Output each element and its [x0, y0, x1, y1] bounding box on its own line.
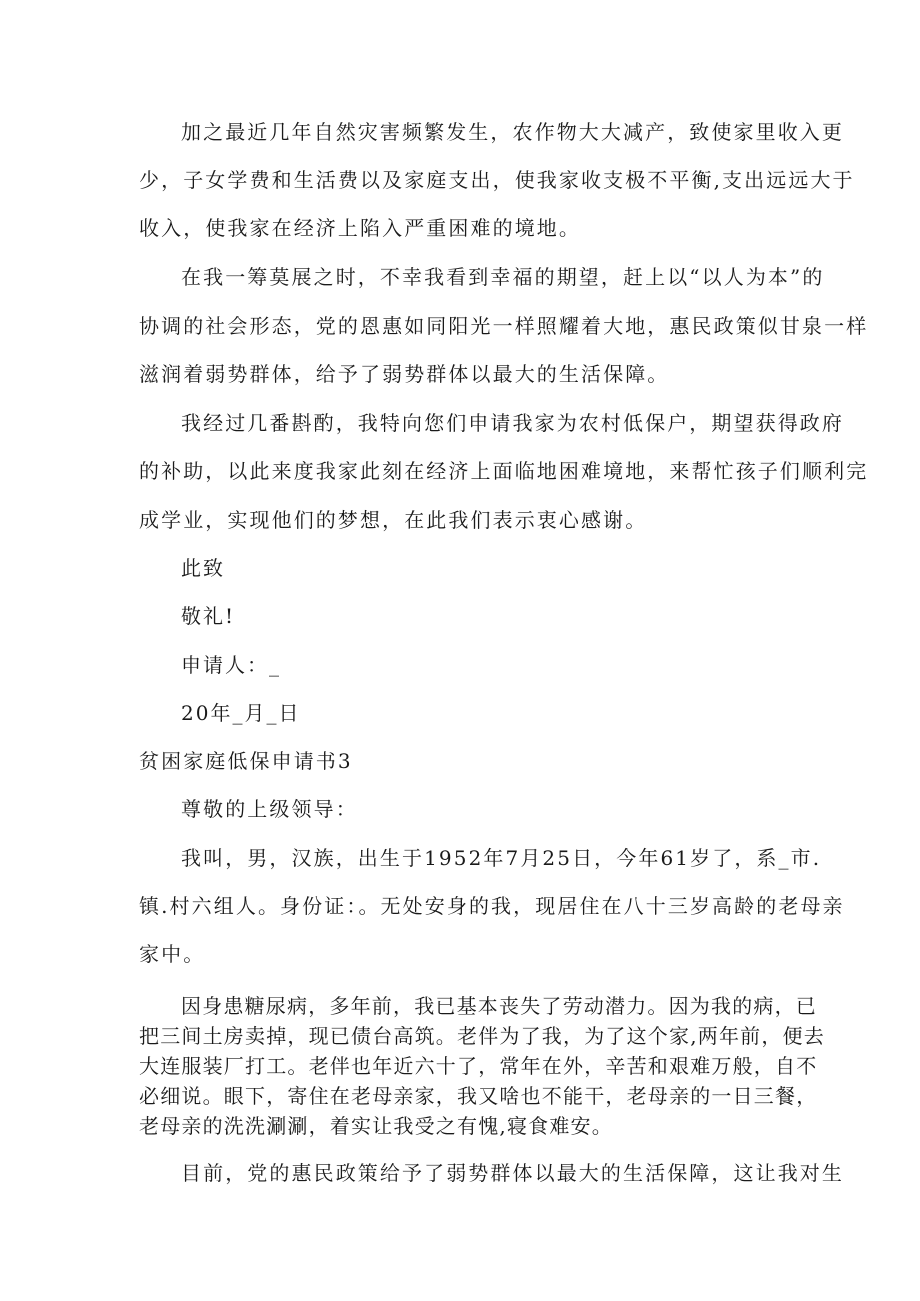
closing-jingli: 敬礼! [181, 604, 236, 628]
application-date: 20年_月_日 [181, 701, 301, 725]
intro-line-1: 我叫，男，汉族，出生于1952年7月25日，今年61岁了，系_市. [181, 846, 822, 870]
illness-line-5: 老母亲的洗洗涮涮，着实让我受之有愧,寝食难安。 [139, 1114, 613, 1138]
paragraph-3-line-1: 我经过几番斟酌，我特向您们申请我家为农村低保户，期望获得政府 [181, 411, 844, 435]
section-title: 贫困家庭低保申请书3 [139, 749, 353, 773]
paragraph-1-line-2: 少，子女学费和生活费以及家庭支出，使我家收支极不平衡,支出远远大于 [139, 168, 855, 192]
paragraph-2-line-1: 在我一筹莫展之时，不幸我看到幸福的期望，赶上以“以人为本”的 [181, 265, 825, 289]
paragraph-1-line-1: 加之最近几年自然灾害频繁发生，农作物大大减产，致使家里收入更 [181, 120, 844, 144]
illness-line-1: 因身患糖尿病，多年前，我已基本丧失了劳动潜力。因为我的病，已 [181, 994, 817, 1018]
paragraph-3-line-2: 的补助，以此来度我家此刻在经济上面临地困难境地，来帮忙孩子们顺利完 [139, 459, 869, 483]
salutation: 尊敬的上级领导： [181, 797, 358, 821]
paragraph-2-line-3: 滋润着弱势群体，给予了弱势群体以最大的生活保障。 [139, 362, 670, 386]
illness-line-4: 必细说。眼下，寄住在老母亲家，我又啥也不能干，老母亲的一日三餐， [139, 1084, 818, 1108]
closing-cizhi: 此致 [181, 556, 225, 580]
illness-line-3: 大连服装厂打工。老伴也年近六十了，常年在外，辛苦和艰难万般，自不 [139, 1054, 818, 1078]
intro-line-3: 家中。 [139, 942, 206, 966]
closing-paragraph-line-1: 目前，党的惠民政策给予了弱势群体以最大的生活保障，这让我对生 [181, 1161, 844, 1185]
paragraph-1-line-3: 收入，使我家在经济上陷入严重困难的境地。 [139, 216, 581, 240]
paragraph-3-line-3: 成学业，实现他们的梦想，在此我们表示衷心感谢。 [139, 508, 648, 532]
illness-line-2: 把三间土房卖掉，现已债台高筑。老伴为了我，为了这个家,两年前，便去 [139, 1024, 825, 1048]
paragraph-2-line-2: 协调的社会形态，党的恩惠如同阳光一样照耀着大地，惠民政策似甘泉一样 [139, 314, 869, 338]
applicant-signature-line: 申请人：_ [181, 653, 281, 677]
intro-line-2: 镇.村六组人。身份证：。无处安身的我，现居住在八十三岁高龄的老母亲 [139, 894, 845, 918]
